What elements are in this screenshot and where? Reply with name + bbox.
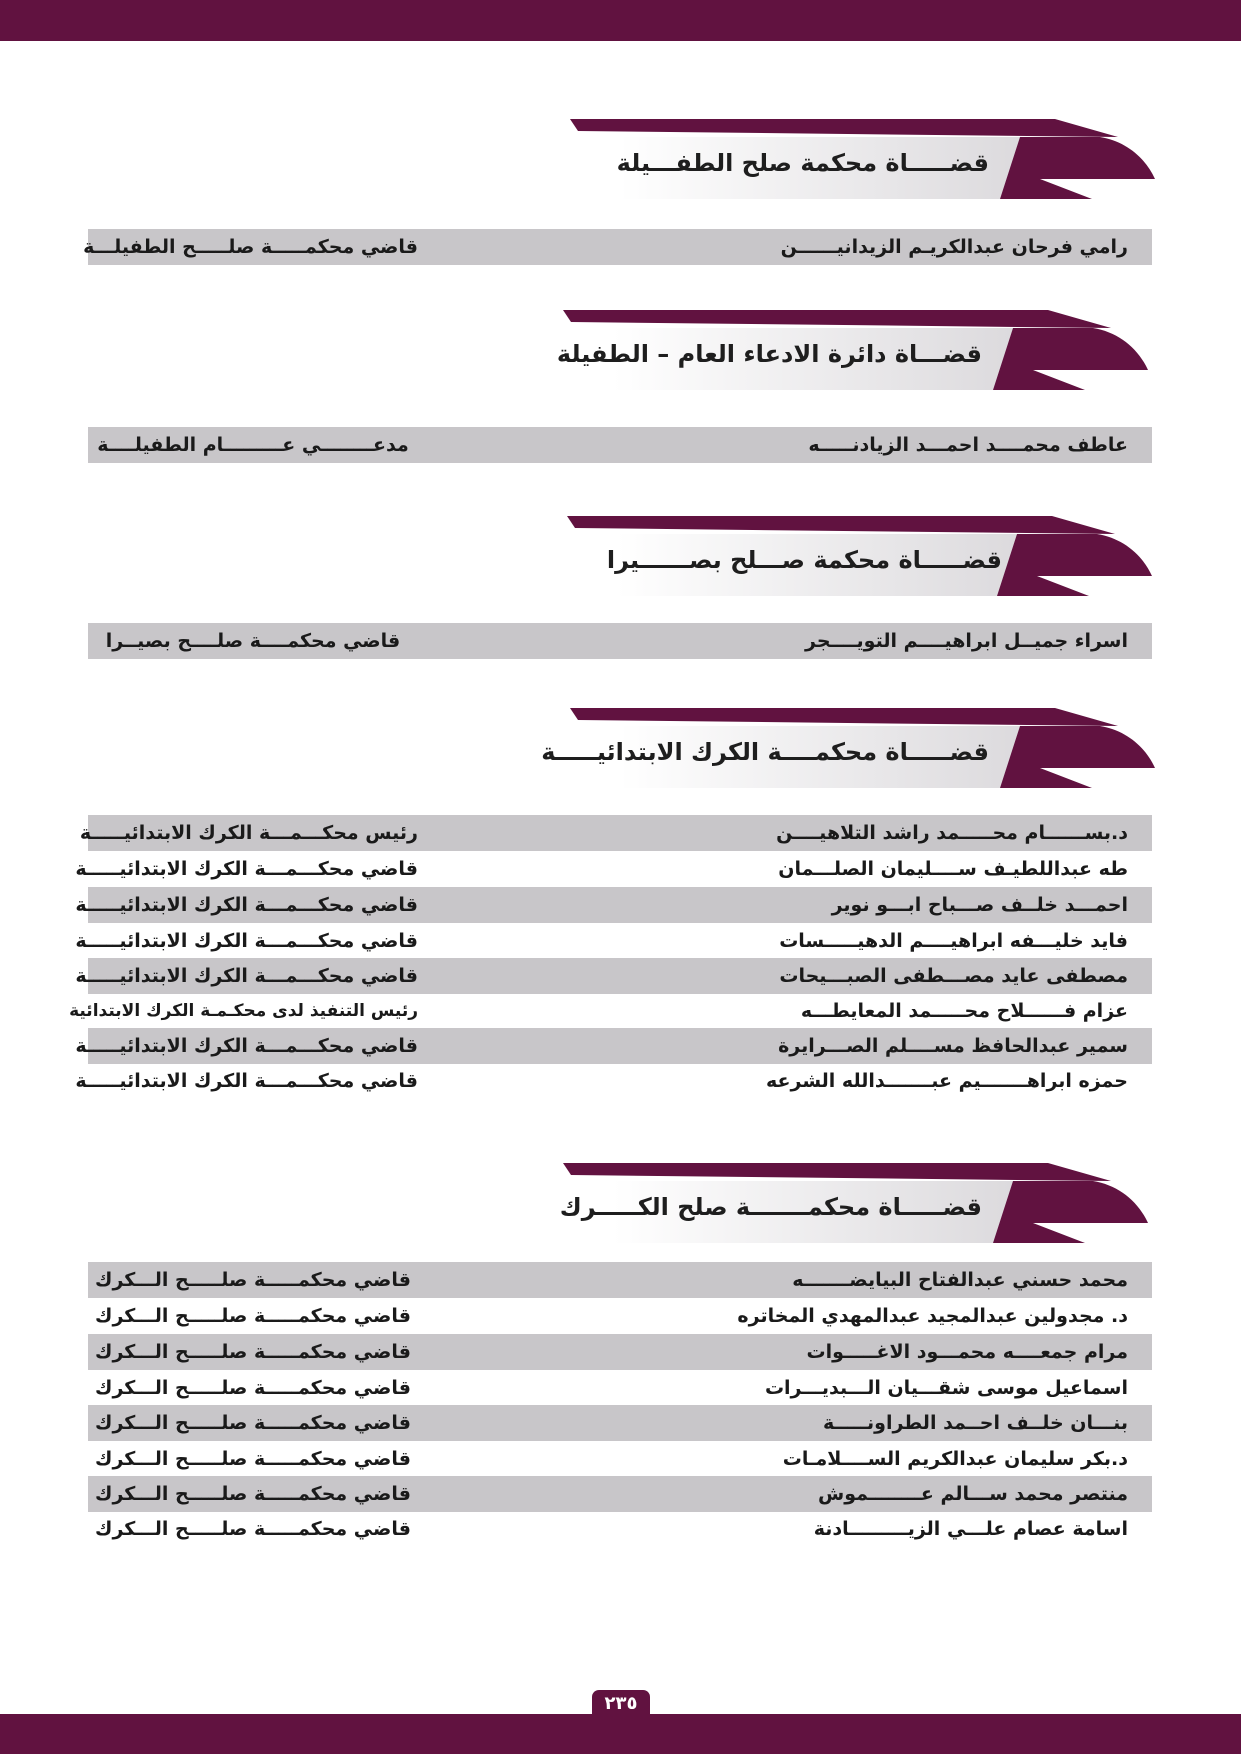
judge-name: مرام جمعــــه محمـــود الاغـــــوات — [806, 1341, 1128, 1363]
section-title: قضـــــاة محكمــــة الكرك الابتدائيـــــة — [541, 738, 989, 766]
judge-position: قاضي محكمـــــة صلـــــح الـــكرك — [95, 1518, 411, 1540]
judge-position: قاضي محكـــمـــة الكرك الابتدائيـــــة — [75, 930, 418, 952]
judge-position: رئيس محكـــمـــة الكرك الابتدائيـــــة — [79, 822, 418, 844]
judge-position: قاضي محكمـــــة صلـــــح الـــكرك — [95, 1377, 411, 1399]
table-row — [75, 1063, 1152, 1099]
table-row — [88, 427, 1152, 463]
table-row — [88, 1511, 1152, 1547]
table-row — [75, 887, 1152, 923]
judge-position: قاضي محكمـــــة صلـــــح الـــكرك — [95, 1448, 411, 1470]
table-row — [88, 1476, 1152, 1512]
table-row — [75, 958, 1152, 994]
judge-name: مصطفى عايد مصـــطفى الصبـــيحات — [779, 965, 1128, 987]
table-row — [69, 993, 1152, 1029]
table-row — [88, 1441, 1152, 1477]
section-title: قضـــــاة محكمة صلح الطفـــيلة — [616, 149, 989, 177]
judge-name: سمير عبدالحافظ مســــلم الصـــرايرة — [778, 1035, 1128, 1057]
judge-name: منتصر محمد ســـالم عــــــــموش — [818, 1483, 1128, 1505]
judge-position: قاضي محكمـــــة صلـــــح الـــكرك — [95, 1305, 411, 1327]
judge-name: اسماعيل موسى شقـــيان الـــبديـــرات — [764, 1377, 1128, 1399]
section-header — [570, 119, 1155, 203]
section-header — [559, 1163, 1148, 1247]
judge-name: حمزه ابراهـــــــيم عبـــــــدالله الشرعه — [766, 1070, 1128, 1092]
judge-name: فايد خليـــفه ابراهيــــم الدهيـــــسات — [779, 930, 1128, 952]
bottom-banner — [0, 1714, 1241, 1754]
judge-name: د.بســــــام محـــــمد راشد التلاهيــــن — [776, 822, 1128, 844]
judge-name: احمـــد خلــف صـــباح ابـــو نوير — [831, 894, 1128, 916]
table-row — [88, 1405, 1152, 1441]
judge-position: قاضي محكـــمـــة الكرك الابتدائيـــــة — [75, 894, 418, 916]
table-row — [88, 623, 1152, 659]
judge-position: قاضي محكـــمـــة الكرك الابتدائيـــــة — [75, 1070, 418, 1092]
table-row — [88, 1298, 1152, 1334]
judge-name: رامي فرحان عبدالكريـم الزيدانيــــــن — [780, 236, 1128, 258]
judge-position: مدعــــــــي عـــــــــام الطفيلــــة — [97, 434, 409, 456]
judge-name: اسراء جميــل ابراهيــــم التويــــجر — [805, 630, 1128, 652]
judge-position: قاضي محكمـــــة صلـــــح الـــكرك — [95, 1412, 411, 1434]
judge-name: اسامة عصام علـــي الزيـــــــــادنة — [813, 1518, 1128, 1540]
judge-name: عزام فــــــلاح محـــــمد المعايطـــه — [800, 1000, 1128, 1022]
judge-position: قاضي محكـــمـــة الكرك الابتدائيـــــة — [75, 1035, 418, 1057]
section-header — [556, 310, 1148, 394]
table-row — [75, 1028, 1152, 1064]
judge-name: بنـــان خلــف احــمد الطراونـــــة — [823, 1412, 1128, 1434]
judge-position: قاضي محكمـــــة صلـــــح الـــكرك — [95, 1341, 411, 1363]
section-header — [567, 516, 1152, 600]
table-row — [88, 1334, 1152, 1370]
page-number: ٢٣٥ — [592, 1690, 650, 1716]
judge-name: طه عبداللطيـف ســــليمان الصلـــمان — [778, 858, 1128, 880]
table-row — [79, 815, 1152, 851]
judge-position: قاضي محكـــمـــة الكرك الابتدائيـــــة — [75, 858, 418, 880]
table-row — [75, 851, 1152, 887]
table-row — [83, 229, 1152, 265]
section-title: قضـــاة دائرة الادعاء العام – الطفيلة — [556, 340, 982, 368]
judge-position: قاضي محكمـــــة صلـــــح الـــكرك — [95, 1269, 411, 1291]
section-title: قضـــــاة محكمة صـــلح بصــــــيرا — [606, 546, 1002, 574]
judge-position: رئيس التنفيذ لدى محكـمـة الكرك الابتدائية — [69, 1001, 418, 1021]
judge-position: قاضي محكمـــــة صلـــــح الطفيلـــة — [83, 236, 418, 258]
judge-name: عاطف محمــــد احمـــد الزيادنـــــه — [808, 434, 1128, 456]
section-header — [541, 708, 1155, 792]
top-banner — [0, 0, 1241, 41]
judge-name: د.بكر سليمان عبدالكريم الســــلامـات — [782, 1448, 1128, 1470]
section-title: قضـــــاة محكمـــــــة صلح الكـــــرك — [559, 1193, 982, 1221]
table-row — [88, 1262, 1152, 1298]
judge-position: قاضي محكمـــــة صلـــــح الـــكرك — [95, 1483, 411, 1505]
table-row — [75, 923, 1152, 959]
judge-position: قاضي محكـــمـــة الكرك الابتدائيـــــة — [75, 965, 418, 987]
judge-name: د. مجدولين عبدالمجيد عبدالمهدي المخاتره — [737, 1305, 1128, 1327]
judge-name: محمد حسني عبدالفتاح البيايضـــــــه — [792, 1269, 1128, 1291]
table-row — [88, 1370, 1152, 1406]
judge-position: قاضي محكمــــة صلــــح بصيــرا — [105, 630, 401, 652]
